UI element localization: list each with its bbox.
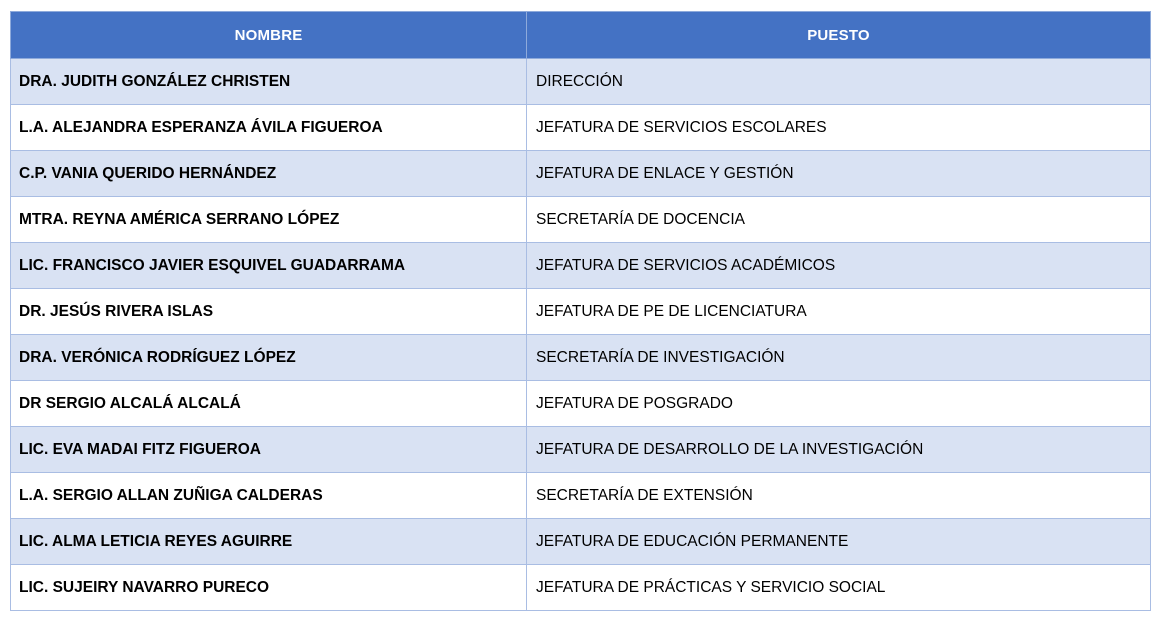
table-row: [11, 105, 1151, 151]
cell-nombre: L.A. ALEJANDRA ESPERANZA ÁVILA FIGUEROA: [11, 105, 527, 151]
cell-nombre: DRA. VERÓNICA RODRÍGUEZ LÓPEZ: [11, 335, 527, 381]
table-row: [11, 565, 1151, 611]
column-header-nombre: NOMBRE: [11, 12, 527, 59]
staff-table: [10, 11, 1151, 611]
cell-nombre: MTRA. REYNA AMÉRICA SERRANO LÓPEZ: [11, 197, 527, 243]
cell-nombre: DR SERGIO ALCALÁ ALCALÁ: [11, 381, 527, 427]
table-row: [11, 519, 1151, 565]
cell-nombre: DRA. JUDITH GONZÁLEZ CHRISTEN: [11, 59, 527, 105]
cell-puesto: JEFATURA DE POSGRADO: [527, 381, 1151, 427]
cell-nombre: L.A. SERGIO ALLAN ZUÑIGA CALDERAS: [11, 473, 527, 519]
cell-puesto: JEFATURA DE DESARROLLO DE LA INVESTIGACIÓN: [527, 427, 1151, 473]
cell-nombre: C.P. VANIA QUERIDO HERNÁNDEZ: [11, 151, 527, 197]
cell-puesto: JEFATURA DE EDUCACIÓN PERMANENTE: [527, 519, 1151, 565]
cell-nombre: DR. JESÚS RIVERA ISLAS: [11, 289, 527, 335]
cell-puesto: JEFATURA DE SERVICIOS ACADÉMICOS: [527, 243, 1151, 289]
header-row: [11, 12, 1151, 59]
cell-nombre: LIC. EVA MADAI FITZ FIGUEROA: [11, 427, 527, 473]
table-row: [11, 197, 1151, 243]
cell-nombre: LIC. ALMA LETICIA REYES AGUIRRE: [11, 519, 527, 565]
table-row: [11, 381, 1151, 427]
cell-puesto: DIRECCIÓN: [527, 59, 1151, 105]
table-row: [11, 473, 1151, 519]
cell-puesto: SECRETARÍA DE INVESTIGACIÓN: [527, 335, 1151, 381]
cell-puesto: JEFATURA DE ENLACE Y GESTIÓN: [527, 151, 1151, 197]
table-body: [11, 59, 1151, 611]
cell-puesto: SECRETARÍA DE DOCENCIA: [527, 197, 1151, 243]
table-row: [11, 243, 1151, 289]
cell-puesto: JEFATURA DE PE DE LICENCIATURA: [527, 289, 1151, 335]
cell-nombre: LIC. SUJEIRY NAVARRO PURECO: [11, 565, 527, 611]
cell-puesto: JEFATURA DE PRÁCTICAS Y SERVICIO SOCIAL: [527, 565, 1151, 611]
table-row: [11, 151, 1151, 197]
table-row: [11, 335, 1151, 381]
staff-table-container: [10, 11, 1150, 611]
cell-nombre: LIC. FRANCISCO JAVIER ESQUIVEL GUADARRAMA: [11, 243, 527, 289]
table-row: [11, 427, 1151, 473]
table-row: [11, 59, 1151, 105]
cell-puesto: SECRETARÍA DE EXTENSIÓN: [527, 473, 1151, 519]
cell-puesto: JEFATURA DE SERVICIOS ESCOLARES: [527, 105, 1151, 151]
table-row: [11, 289, 1151, 335]
column-header-puesto: PUESTO: [527, 12, 1151, 59]
table-header: [11, 12, 1151, 59]
